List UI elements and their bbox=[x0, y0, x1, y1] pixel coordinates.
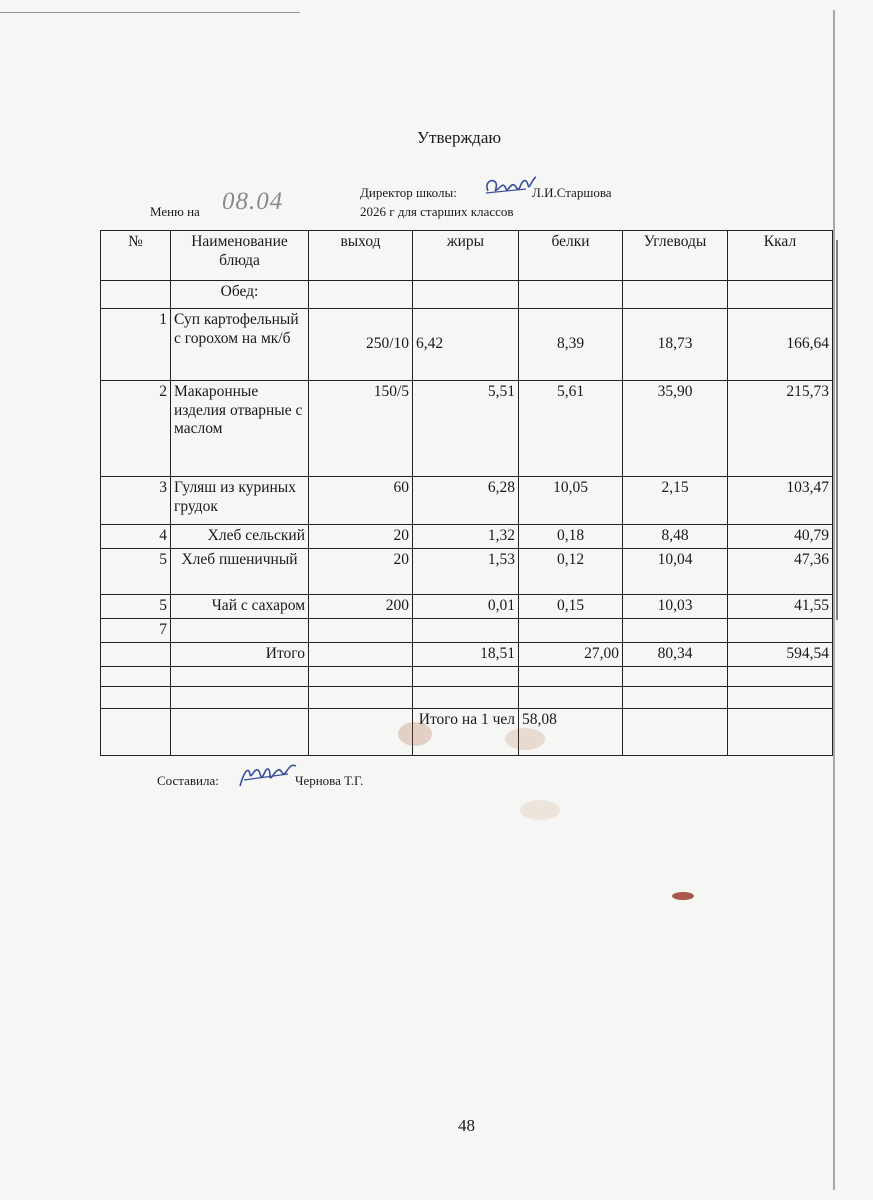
row-out: 20 bbox=[309, 549, 413, 595]
total-protein: 27,00 bbox=[519, 642, 623, 666]
page-number: 48 bbox=[458, 1116, 475, 1135]
row-name: Гуляш из куриных грудок bbox=[171, 477, 309, 525]
row-protein: 0,18 bbox=[519, 525, 623, 549]
director-label: Директор школы: bbox=[360, 185, 457, 200]
row-name: Суп картофельный с горохом на мк/б bbox=[171, 309, 309, 381]
table-header-row bbox=[101, 231, 833, 281]
row-num: 2 bbox=[101, 381, 171, 477]
scan-edge-right-dark bbox=[836, 240, 838, 620]
row-kcal: 47,36 bbox=[728, 549, 833, 595]
row-name: Хлеб пшеничный bbox=[171, 549, 309, 595]
row-fat: 6,28 bbox=[413, 477, 519, 525]
row-carbs: 10,03 bbox=[623, 595, 728, 619]
row-fat: 1,32 bbox=[413, 525, 519, 549]
row-num: 7 bbox=[101, 619, 171, 643]
table-row bbox=[101, 309, 833, 381]
row-protein: 8,39 bbox=[519, 309, 623, 381]
stain-mark bbox=[520, 800, 560, 820]
director-name: Л.И.Старшова bbox=[532, 185, 612, 200]
col-header-protein: белки bbox=[519, 231, 623, 281]
col-header-out: выход bbox=[309, 231, 413, 281]
composed-label: Составила: bbox=[157, 773, 219, 788]
table-row bbox=[101, 549, 833, 595]
row-fat: 5,51 bbox=[413, 381, 519, 477]
table-row bbox=[101, 619, 833, 643]
row-protein: 10,05 bbox=[519, 477, 623, 525]
row-kcal: 41,55 bbox=[728, 595, 833, 619]
row-carbs: 8,48 bbox=[623, 525, 728, 549]
menu-date-handwritten: 08.04 bbox=[222, 188, 284, 215]
col-header-kcal: Ккал bbox=[728, 231, 833, 281]
row-name: Макаронные изделия отварные с маслом bbox=[171, 381, 309, 477]
row-carbs: 10,04 bbox=[623, 549, 728, 595]
per-person-value: 58,08 bbox=[519, 708, 623, 755]
per-person-label: Итого на 1 чел bbox=[413, 708, 519, 755]
director-line bbox=[360, 185, 612, 201]
col-header-name: Наименование блюда bbox=[171, 231, 309, 281]
composed-name: Чернова Т.Г. bbox=[295, 773, 364, 788]
table-row bbox=[101, 477, 833, 525]
total-fat: 18,51 bbox=[413, 642, 519, 666]
table-row bbox=[101, 525, 833, 549]
row-out: 20 bbox=[309, 525, 413, 549]
empty-row bbox=[101, 686, 833, 708]
row-kcal: 215,73 bbox=[728, 381, 833, 477]
row-protein: 0,12 bbox=[519, 549, 623, 595]
total-label: Итого bbox=[171, 642, 309, 666]
col-header-num: № bbox=[101, 231, 171, 281]
row-num: 5 bbox=[101, 549, 171, 595]
row-num: 4 bbox=[101, 525, 171, 549]
scan-edge-right bbox=[833, 10, 835, 1190]
total-kcal: 594,54 bbox=[728, 642, 833, 666]
year-line: 2026 г для старших классов bbox=[360, 204, 514, 219]
col-header-fat: жиры bbox=[413, 231, 519, 281]
scan-edge-top bbox=[0, 12, 300, 13]
composer-signature bbox=[236, 760, 300, 792]
row-kcal: 103,47 bbox=[728, 477, 833, 525]
row-kcal: 40,79 bbox=[728, 525, 833, 549]
row-out: 150/5 bbox=[309, 381, 413, 477]
row-out: 200 bbox=[309, 595, 413, 619]
row-carbs: 18,73 bbox=[623, 309, 728, 381]
approve-heading: Утверждаю bbox=[417, 128, 502, 147]
total-row bbox=[101, 642, 833, 666]
composed-line bbox=[157, 773, 364, 789]
per-person-row bbox=[101, 708, 833, 755]
table-row bbox=[101, 381, 833, 477]
total-carbs: 80,34 bbox=[623, 642, 728, 666]
row-out: 60 bbox=[309, 477, 413, 525]
director-signature bbox=[482, 173, 542, 201]
table-row bbox=[101, 595, 833, 619]
col-header-carbs: Углеводы bbox=[623, 231, 728, 281]
row-fat: 0,01 bbox=[413, 595, 519, 619]
row-fat: 6,42 bbox=[413, 309, 519, 381]
stain-mark bbox=[672, 892, 694, 900]
row-kcal: 166,64 bbox=[728, 309, 833, 381]
stain-mark bbox=[398, 722, 432, 746]
stain-mark bbox=[505, 728, 545, 750]
row-num: 1 bbox=[101, 309, 171, 381]
row-name: Хлеб сельский bbox=[171, 525, 309, 549]
row-protein: 0,15 bbox=[519, 595, 623, 619]
row-protein: 5,61 bbox=[519, 381, 623, 477]
row-carbs: 35,90 bbox=[623, 381, 728, 477]
section-label: Обед: bbox=[171, 281, 309, 309]
row-out: 250/10 bbox=[309, 309, 413, 381]
row-fat: 1,53 bbox=[413, 549, 519, 595]
section-row bbox=[101, 281, 833, 309]
row-num: 3 bbox=[101, 477, 171, 525]
menu-table bbox=[100, 230, 833, 756]
row-num: 5 bbox=[101, 595, 171, 619]
row-name: Чай с сахаром bbox=[171, 595, 309, 619]
menu-label: Меню на bbox=[150, 204, 200, 219]
empty-row bbox=[101, 666, 833, 686]
row-carbs: 2,15 bbox=[623, 477, 728, 525]
